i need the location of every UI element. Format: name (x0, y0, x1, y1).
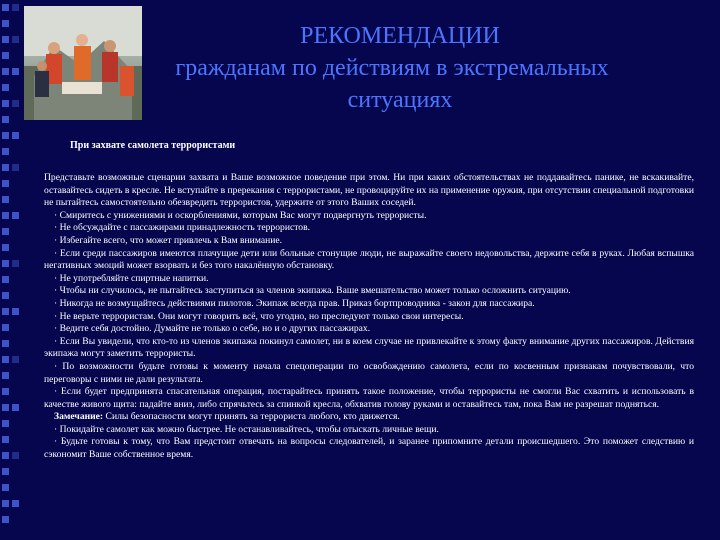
paragraph-intro: Представьте возможные сценарии захвата и Ваше возможное поведение при этом. Ни при каких обстоятельствах не поддавайтесь панике, не вскакивайте, оставайтесь сидеть в кресле. Не вступайте в пререкания с террористами, не провоцируйте их на применение оружия, при отсутствии специальной подготовки не пытайтесь самостоятельно обезвредить террористов, удержите от этого Ваших соседей. (44, 172, 694, 209)
section-title: При захвате самолета террористами (70, 140, 236, 151)
list-item: · Не обсуждайте с пассажирами принадлежность террористов. (54, 222, 311, 234)
title-line-2: гражданам по действиям в экстремальных (175, 55, 609, 81)
list-item: · Если будет предпринята спасательная операция, постарайтесь принять такое положение, чтобы террористы не смогли Вас схватить и использовать в качестве живого щита: падайте вниз, либо спрячьтесь за спинкой кресла, обхватив голову руками и оставайтесь там, пока Вам не разрешат подняться. (44, 386, 694, 410)
list-item: · Будьте готовы к тому, что Вам предстоит отвечать на вопросы следователей, и заранее припомните детали происшедшего. Это поможет следствию и сэкономит Ваше собственное время. (44, 436, 694, 461)
note (44, 411, 694, 424)
title-line-3: ситуациях (347, 87, 453, 113)
list-item: · Никогда не возмущайтесь действиями пилотов. Экипаж всегда прав. Приказ бортпроводника - закон для пассажира. (54, 297, 535, 309)
body-text (44, 172, 694, 462)
list-item: · Если Вы увидели, что кто-то из членов экипажа покинул самолет, ни в коем случае не привлекайте к этому факту внимание других пассажиров. Действия экипажа могут заметить террористы. (44, 335, 694, 360)
list-item: · Не употребляйте спиртные напитки. (54, 272, 209, 284)
list-item: · Смиритесь с унижениями и оскорблениями, которым Вас могут подвергнуть террористы. (54, 209, 427, 221)
note-text: Силы безопасности могут принять за террориста любого, кто движется. (103, 411, 400, 423)
list-item: · Избегайте всего, что может привлечь к Вам внимание. (54, 234, 283, 246)
list-item: · Не верьте террористам. Они могут говорить всё, что угодно, но преследуют только свои интересы. (54, 310, 464, 322)
list-item: · Покидайте самолет как можно быстрее. Не останавливайтесь, чтобы отыскать личные вещи. (54, 423, 439, 435)
title-line-1: РЕКОМЕНДАЦИИ (300, 23, 500, 49)
list-item: · Ведите себя достойно. Думайте не только о себе, но и о других пассажирах. (54, 323, 371, 335)
list-item: · По возможности будьте готовы к моменту начала спецоперации по освобождению самолета, если по косвенным признакам почувствовали, что переговоры с ними не дали результата. (44, 360, 694, 385)
page-title (150, 20, 650, 116)
list-item: · Чтобы ни случилось, не пытайтесь заступиться за членов экипажа. Ваше вмешательство может только осложнить ситуацию. (54, 285, 571, 297)
rescue-workers-photo (24, 6, 142, 120)
decorative-square-strip (0, 0, 24, 540)
list-item: · Если среди пассажиров имеются плачущие дети или больные стонущие люди, не выражайте своего недовольства, держите себя в руках. Любая вспышка негативных эмоций может взорвать и без того накалённую обстановку. (44, 247, 694, 272)
note-label: Замечание: (54, 411, 104, 423)
